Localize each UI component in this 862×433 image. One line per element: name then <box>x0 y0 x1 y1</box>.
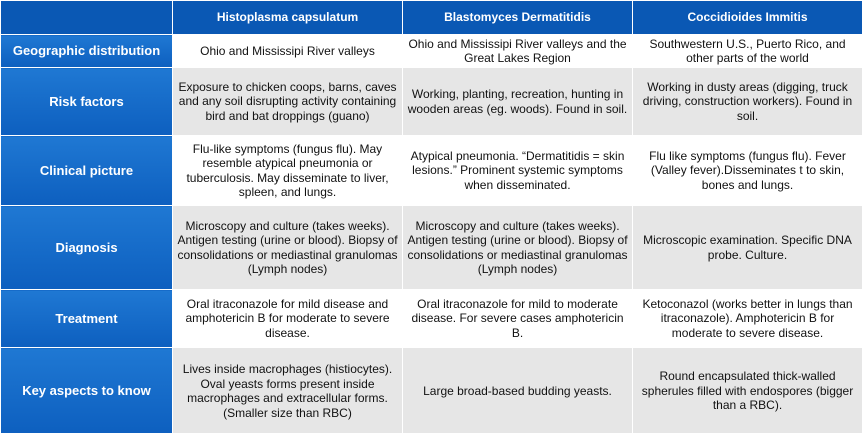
table-cell: Ohio and Mississipi River valleys <box>173 35 403 68</box>
table-cell: Microscopy and culture (takes weeks). Antigen testing (urine or blood). Biopsy of consolidations or mediastinal granulomas (Lymph nodes) <box>173 206 403 290</box>
table-cell: Round encapsulated thick-walled spherules filled with endospores (bigger than a RBC). <box>633 348 862 433</box>
table-row-clinical-picture <box>1 136 862 206</box>
table-cell: Flu-like symptoms (fungus flu). May resemble atypical pneumonia or tuberculosis. May disseminate to liver, spleen, and lungs. <box>173 136 403 206</box>
row-header-treatment: Treatment <box>1 290 173 348</box>
table-row-treatment <box>1 290 862 348</box>
table-cell: Working in dusty areas (digging, truck driving, construction workers). Found in soil. <box>633 68 862 136</box>
table-cell: Microscopic examination. Specific DNA probe. Culture. <box>633 206 862 290</box>
row-header-risk-factors: Risk factors <box>1 68 173 136</box>
table-row-key-aspects <box>1 348 862 433</box>
table-cell: Atypical pneumonia. “Dermatitidis = skin lesions.” Prominent systemic symptoms when disseminated. <box>403 136 633 206</box>
row-header-geographic-distribution: Geographic distribution <box>1 35 173 68</box>
table-cell: Ketoconazol (works better in lungs than itraconazole). Amphotericin B for moderate to severe disease. <box>633 290 862 348</box>
table-cell: Microscopy and culture (takes weeks). Antigen testing (urine or blood). Biopsy of consolidations or mediastinal granulomas (Lymph nodes) <box>403 206 633 290</box>
table-cell: Lives inside macrophages (histiocytes). Oval yeasts forms present inside macrophages and extracellular forms. (Smaller size than RBC) <box>173 348 403 433</box>
header-corner-cell <box>1 1 173 35</box>
table-cell: Large broad-based budding yeasts. <box>403 348 633 433</box>
table-row-geographic-distribution <box>1 35 862 68</box>
table-cell: Oral itraconazole for mild to moderate disease. For severe cases amphotericin B. <box>403 290 633 348</box>
table-cell: Exposure to chicken coops, barns, caves and any soil disrupting activity containing bird and bat droppings (guano) <box>173 68 403 136</box>
table-row-risk-factors <box>1 68 862 136</box>
table-cell: Ohio and Mississipi River valleys and the Great Lakes Region <box>403 35 633 68</box>
table-cell: Southwestern U.S., Puerto Rico, and other parts of the world <box>633 35 862 68</box>
table-cell: Flu like symptoms (fungus flu). Fever (Valley fever).Disseminates t to skin, bones and lungs. <box>633 136 862 206</box>
table-cell: Working, planting, recreation, hunting in wooden areas (eg. woods). Found in soil. <box>403 68 633 136</box>
row-header-diagnosis: Diagnosis <box>1 206 173 290</box>
table-body <box>1 35 862 433</box>
column-header-coccidioides: Coccidioides Immitis <box>633 1 862 35</box>
header-row <box>1 1 862 35</box>
row-header-clinical-picture: Clinical picture <box>1 136 173 206</box>
column-header-histoplasma: Histoplasma capsulatum <box>173 1 403 35</box>
row-header-key-aspects: Key aspects to know <box>1 348 173 433</box>
column-header-blastomyces: Blastomyces Dermatitidis <box>403 1 633 35</box>
table-row-diagnosis <box>1 206 862 290</box>
table-header <box>1 1 862 35</box>
table-cell: Oral itraconazole for mild disease and amphotericin B for moderate to severe disease. <box>173 290 403 348</box>
